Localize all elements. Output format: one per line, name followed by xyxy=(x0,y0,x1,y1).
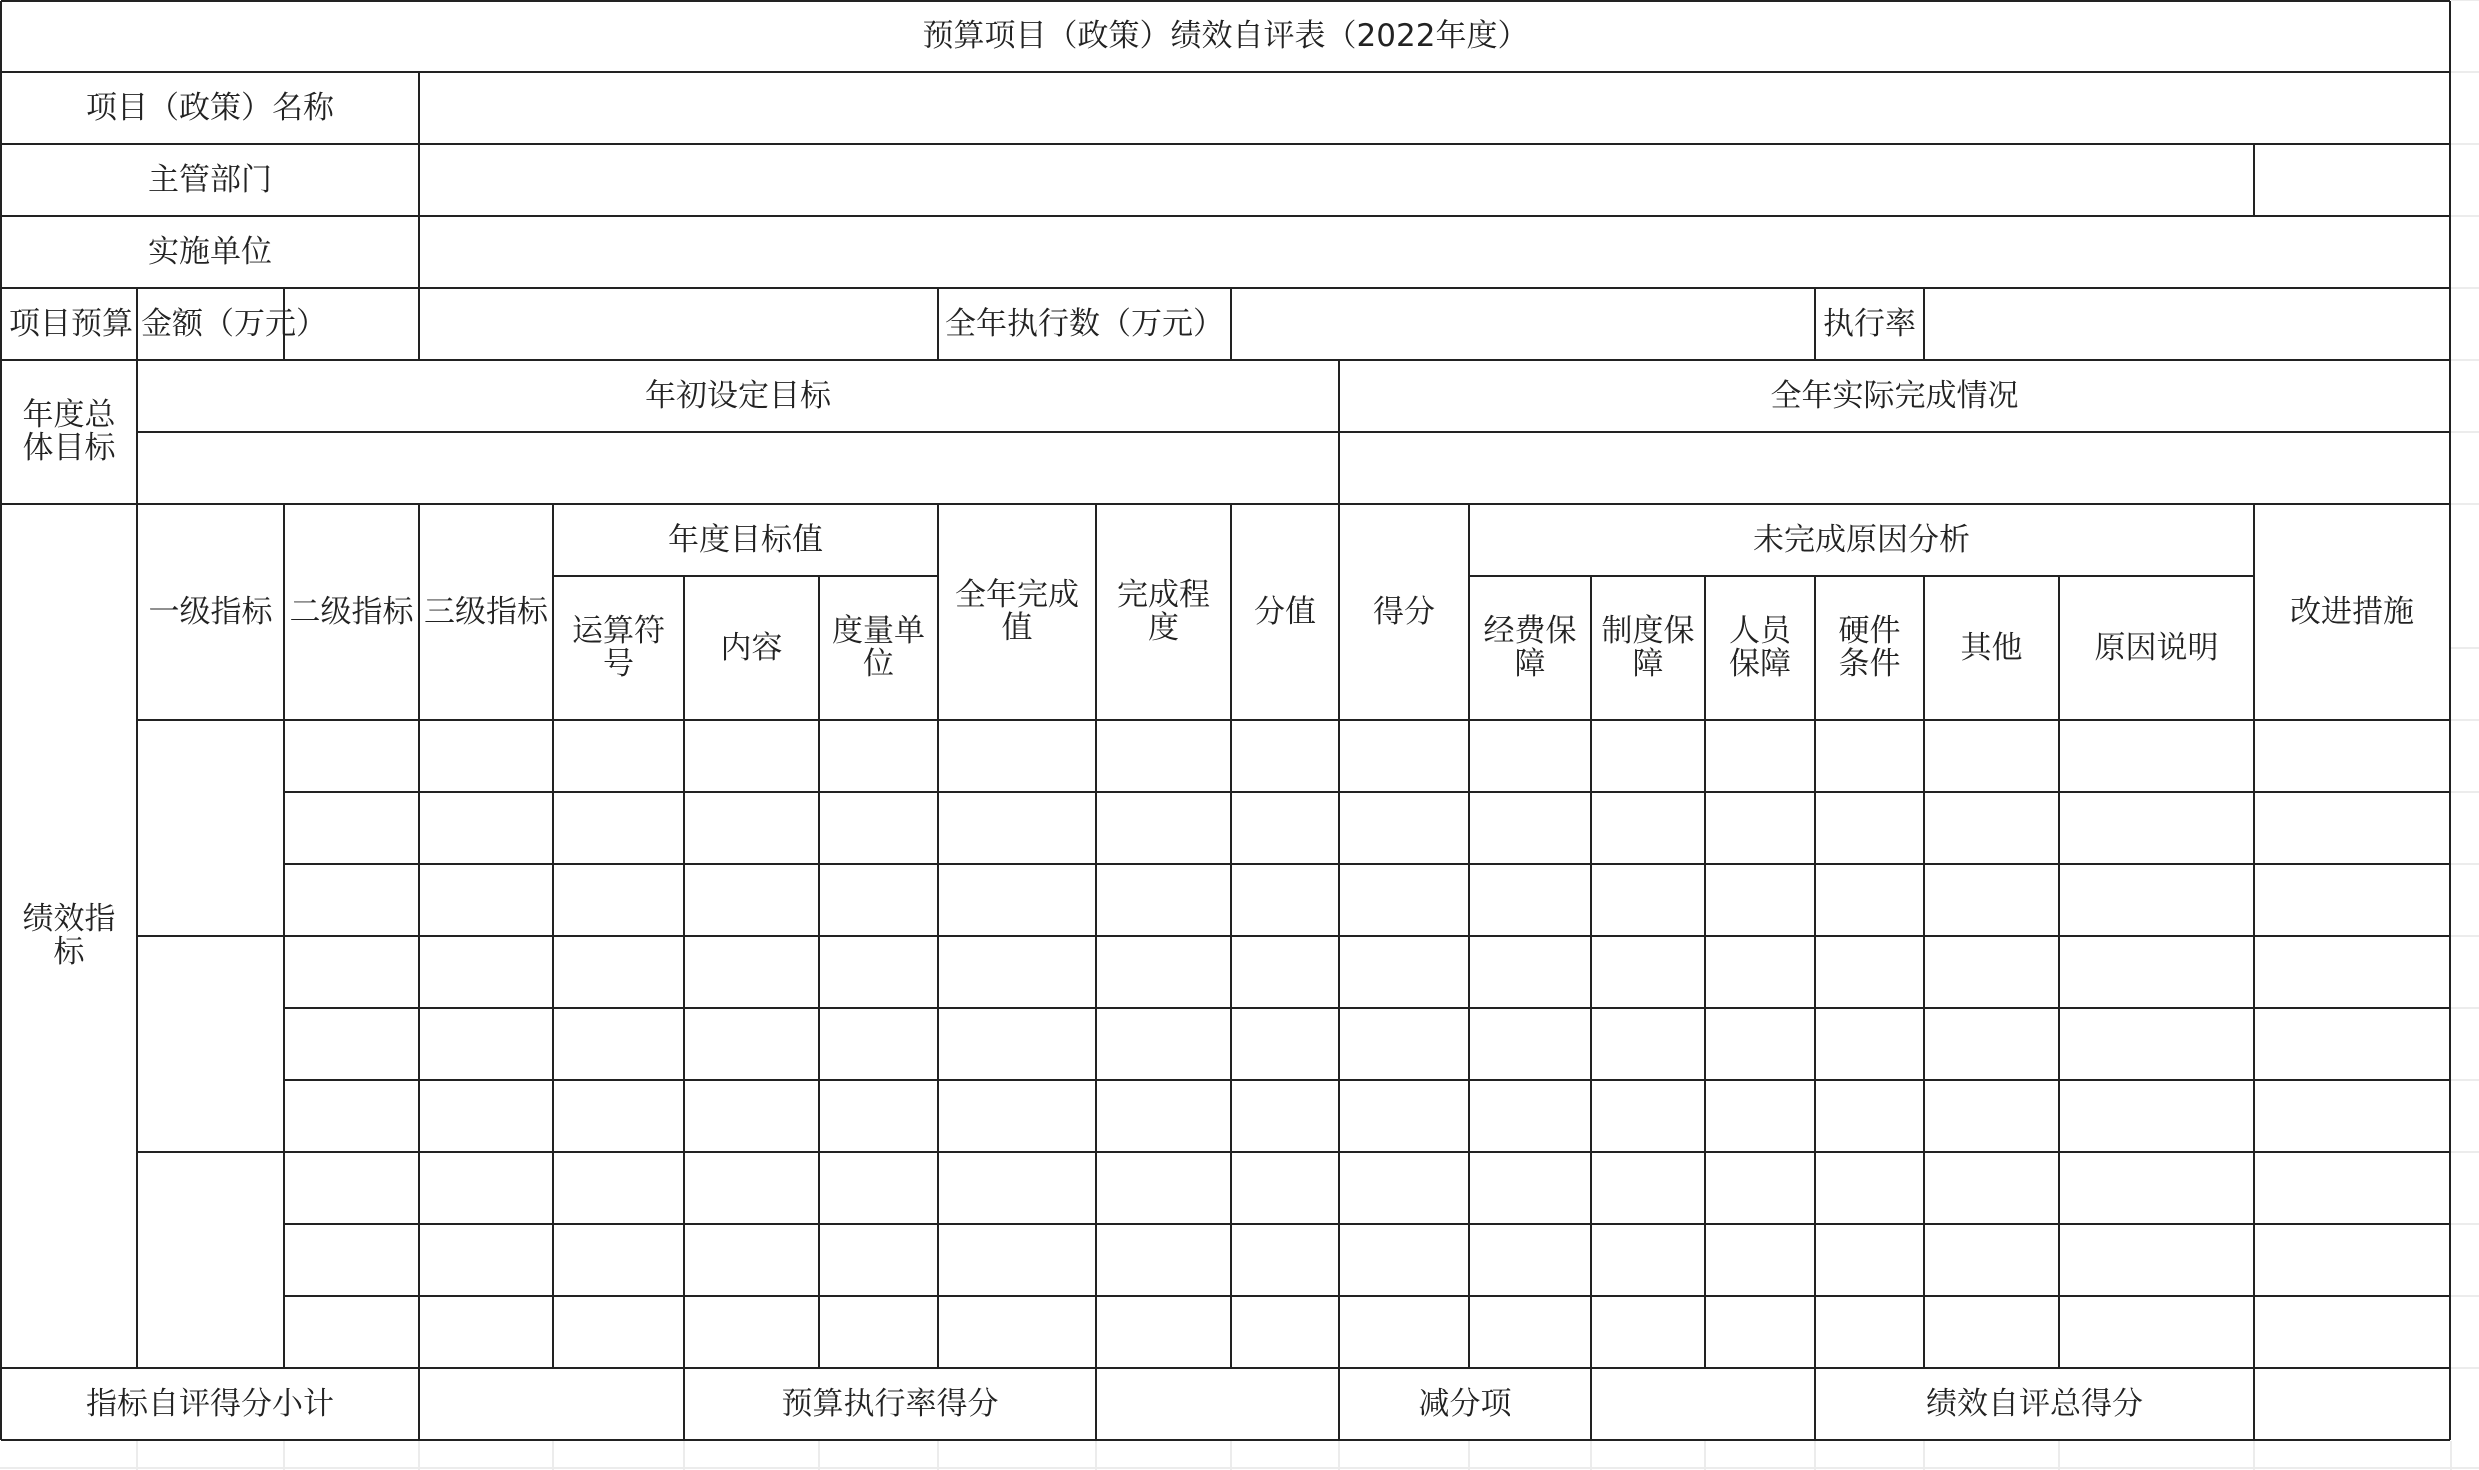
full-year-line-2: 值 xyxy=(1001,610,1033,646)
department-value[interactable] xyxy=(419,144,2254,216)
score-value-header: 分值 xyxy=(1254,593,1316,630)
content-header: 内容 xyxy=(720,629,783,666)
total-score-label: 绩效自评总得分 xyxy=(1926,1385,2143,1422)
personnel-header xyxy=(1705,576,1815,720)
annual-goal-line-2: 体目标 xyxy=(22,430,116,466)
department-extra-cell[interactable] xyxy=(2254,144,2450,216)
hardware-line-1: 硬件 xyxy=(1838,613,1901,650)
reason-analysis-header: 未完成原因分析 xyxy=(1753,521,1970,558)
funding-line-1: 经费保 xyxy=(1483,613,1577,650)
reason-description-header: 原因说明 xyxy=(2094,629,2219,666)
completion-degree-header xyxy=(1096,504,1231,720)
budget-rate-score-label: 预算执行率得分 xyxy=(781,1385,999,1422)
project-name-label: 项目（政策）名称 xyxy=(86,89,334,126)
actual-completion-header: 全年实际完成情况 xyxy=(1770,377,2019,414)
total-score-value[interactable] xyxy=(2254,1368,2450,1440)
system-line-2: 障 xyxy=(1632,646,1664,682)
score-header: 得分 xyxy=(1373,593,1435,630)
other-header: 其他 xyxy=(1960,629,2023,666)
full-year-value-header xyxy=(938,504,1096,720)
execution-rate-value[interactable] xyxy=(1924,288,2450,360)
degree-line-2: 度 xyxy=(1148,610,1179,646)
hardware-line-2: 条件 xyxy=(1838,646,1901,682)
actual-completion-value[interactable] xyxy=(1339,432,2450,504)
level1-header: 一级指标 xyxy=(148,593,273,630)
subtotal-value[interactable] xyxy=(419,1368,684,1440)
funding-header xyxy=(1469,576,1591,720)
annual-goal-label xyxy=(1,360,137,504)
personnel-line-2: 保障 xyxy=(1729,646,1791,682)
full-year-line-1: 全年完成 xyxy=(955,577,1079,614)
annual-execution-label: 全年执行数（万元） xyxy=(945,305,1224,342)
budget-amount-label xyxy=(137,288,419,360)
perf-ind-line-1: 绩效指 xyxy=(22,901,116,938)
operator-line-2: 号 xyxy=(603,646,634,682)
level3-header: 三级指标 xyxy=(424,593,548,630)
operator-header xyxy=(553,576,684,720)
annual-execution-value[interactable] xyxy=(1231,288,1815,360)
unit-header xyxy=(819,576,938,720)
unit-line-1: 度量单 xyxy=(832,613,925,650)
personnel-line-1: 人员 xyxy=(1729,613,1791,650)
budget-amount-text: 金额（万元） xyxy=(141,305,327,342)
annual-target-value-header: 年度目标值 xyxy=(668,521,823,558)
initial-target-header: 年初设定目标 xyxy=(645,377,831,414)
operator-line-1: 运算符 xyxy=(572,613,665,650)
unit-line-2: 位 xyxy=(863,646,894,682)
system-line-1: 制度保 xyxy=(1601,613,1695,650)
subtotal-label: 指标自评得分小计 xyxy=(86,1385,334,1422)
initial-target-value[interactable] xyxy=(137,432,1339,504)
degree-line-1: 完成程 xyxy=(1117,577,1210,614)
funding-line-2: 障 xyxy=(1514,646,1546,682)
budget-rate-score-value[interactable] xyxy=(1096,1368,1339,1440)
department-label: 主管部门 xyxy=(148,161,272,198)
annual-goal-line-1: 年度总 xyxy=(22,397,116,434)
improvement-header: 改进措施 xyxy=(2290,593,2414,630)
level2-header: 二级指标 xyxy=(289,593,414,630)
performance-indicator-label xyxy=(1,504,137,1368)
deduction-value[interactable] xyxy=(1591,1368,1815,1440)
deduction-label: 减分项 xyxy=(1418,1385,1512,1422)
table-title: 预算项目（政策）绩效自评表（2022年度） xyxy=(922,18,1529,55)
budget-prefix-label: 项目预算 xyxy=(9,305,133,342)
budget-amount-value[interactable] xyxy=(419,288,938,360)
hardware-header xyxy=(1815,576,1924,720)
implementer-label: 实施单位 xyxy=(148,233,272,270)
implementer-value[interactable] xyxy=(419,216,2450,288)
execution-rate-label: 执行率 xyxy=(1823,305,1916,342)
project-name-value[interactable] xyxy=(419,72,2450,144)
system-header xyxy=(1591,576,1705,720)
perf-ind-line-2: 标 xyxy=(53,934,85,970)
